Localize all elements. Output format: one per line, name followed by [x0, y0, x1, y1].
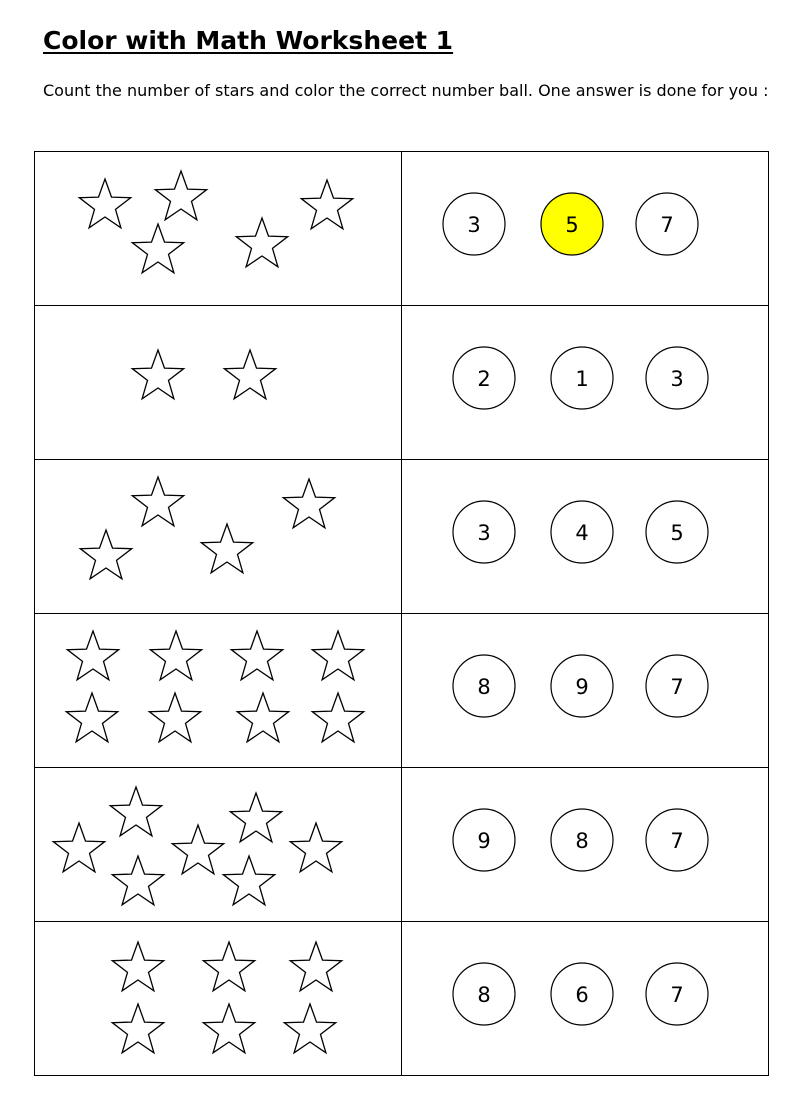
- number-ball-label: 1: [575, 367, 589, 391]
- star-icon: [290, 823, 341, 872]
- star-icon: [149, 693, 200, 742]
- star-icon: [201, 524, 252, 573]
- number-ball-label: 3: [477, 521, 491, 545]
- star-group: [35, 460, 401, 613]
- number-ball[interactable]: [453, 347, 515, 409]
- star-icon: [112, 1004, 163, 1053]
- number-ball[interactable]: [646, 963, 708, 1025]
- stars-cell: [35, 152, 402, 306]
- star-icon: [223, 856, 274, 905]
- number-balls-cell: [402, 152, 769, 306]
- stars-cell: [35, 460, 402, 614]
- number-ball[interactable]: [636, 193, 698, 255]
- number-balls-cell: [402, 460, 769, 614]
- number-ball[interactable]: [646, 809, 708, 871]
- worksheet-row: [35, 614, 769, 768]
- number-ball-group: [402, 614, 768, 767]
- star-icon: [132, 350, 183, 399]
- number-ball-label: 4: [575, 521, 589, 545]
- star-icon: [284, 1004, 335, 1053]
- number-ball-label: 8: [477, 675, 491, 699]
- number-ball-label: 5: [670, 521, 684, 545]
- number-ball[interactable]: [453, 809, 515, 871]
- number-ball-group: [402, 152, 768, 305]
- number-ball-group: [402, 768, 768, 921]
- stars-cell: [35, 614, 402, 768]
- number-balls-cell: [402, 306, 769, 460]
- number-ball[interactable]: [646, 501, 708, 563]
- number-ball-label: 3: [670, 367, 684, 391]
- star-icon: [80, 530, 131, 579]
- worksheet-instructions: Count the number of stars and color the correct number ball. One answer is done for you :: [43, 81, 769, 100]
- star-group: [35, 152, 401, 305]
- star-icon: [112, 942, 163, 991]
- star-icon: [172, 825, 223, 874]
- star-group: [35, 306, 401, 459]
- star-icon: [132, 477, 183, 526]
- worksheet-row: [35, 922, 769, 1076]
- star-icon: [312, 631, 363, 680]
- number-ball-label: 9: [575, 675, 589, 699]
- number-ball[interactable]: [453, 963, 515, 1025]
- star-icon: [290, 942, 341, 991]
- worksheet-row: [35, 768, 769, 922]
- star-group: [35, 922, 401, 1075]
- number-ball[interactable]: [646, 347, 708, 409]
- star-icon: [155, 171, 206, 220]
- star-icon: [203, 942, 254, 991]
- number-ball[interactable]: [551, 963, 613, 1025]
- number-ball[interactable]: [551, 809, 613, 871]
- number-ball-label: 7: [670, 829, 684, 853]
- star-icon: [230, 793, 281, 842]
- number-ball[interactable]: [551, 347, 613, 409]
- worksheet-row: [35, 460, 769, 614]
- star-group: [35, 768, 401, 921]
- number-ball[interactable]: [453, 501, 515, 563]
- number-ball[interactable]: [443, 193, 505, 255]
- number-ball-group: [402, 460, 768, 613]
- number-ball[interactable]: [541, 193, 603, 255]
- star-icon: [53, 823, 104, 872]
- number-ball-label: 6: [575, 983, 589, 1007]
- number-ball-label: 3: [467, 213, 481, 237]
- number-balls-cell: [402, 922, 769, 1076]
- star-icon: [112, 856, 163, 905]
- worksheet-title: Color with Math Worksheet 1: [43, 26, 454, 55]
- star-icon: [132, 224, 183, 273]
- number-ball-label: 2: [477, 367, 491, 391]
- star-icon: [236, 218, 287, 267]
- star-icon: [301, 180, 352, 229]
- star-icon: [66, 693, 117, 742]
- worksheet-row: [35, 152, 769, 306]
- star-icon: [150, 631, 201, 680]
- star-group: [35, 614, 401, 767]
- number-ball[interactable]: [551, 501, 613, 563]
- number-ball-group: [402, 306, 768, 459]
- number-ball-label: 5: [565, 213, 579, 237]
- number-ball-group: [402, 922, 768, 1075]
- number-ball[interactable]: [551, 655, 613, 717]
- star-icon: [110, 787, 161, 836]
- star-icon: [203, 1004, 254, 1053]
- number-balls-cell: [402, 768, 769, 922]
- stars-cell: [35, 768, 402, 922]
- star-icon: [67, 631, 118, 680]
- star-icon: [237, 693, 288, 742]
- number-ball-label: 7: [670, 983, 684, 1007]
- star-icon: [312, 693, 363, 742]
- worksheet-rows: [35, 152, 769, 1076]
- worksheet-row: [35, 306, 769, 460]
- stars-cell: [35, 922, 402, 1076]
- number-ball-label: 8: [575, 829, 589, 853]
- worksheet-table: [34, 151, 769, 1076]
- star-icon: [283, 479, 334, 528]
- number-ball[interactable]: [453, 655, 515, 717]
- number-ball-label: 9: [477, 829, 491, 853]
- number-ball[interactable]: [646, 655, 708, 717]
- star-icon: [79, 179, 130, 228]
- number-ball-label: 8: [477, 983, 491, 1007]
- stars-cell: [35, 306, 402, 460]
- number-balls-cell: [402, 614, 769, 768]
- star-icon: [231, 631, 282, 680]
- number-ball-label: 7: [660, 213, 674, 237]
- star-icon: [224, 350, 275, 399]
- number-ball-label: 7: [670, 675, 684, 699]
